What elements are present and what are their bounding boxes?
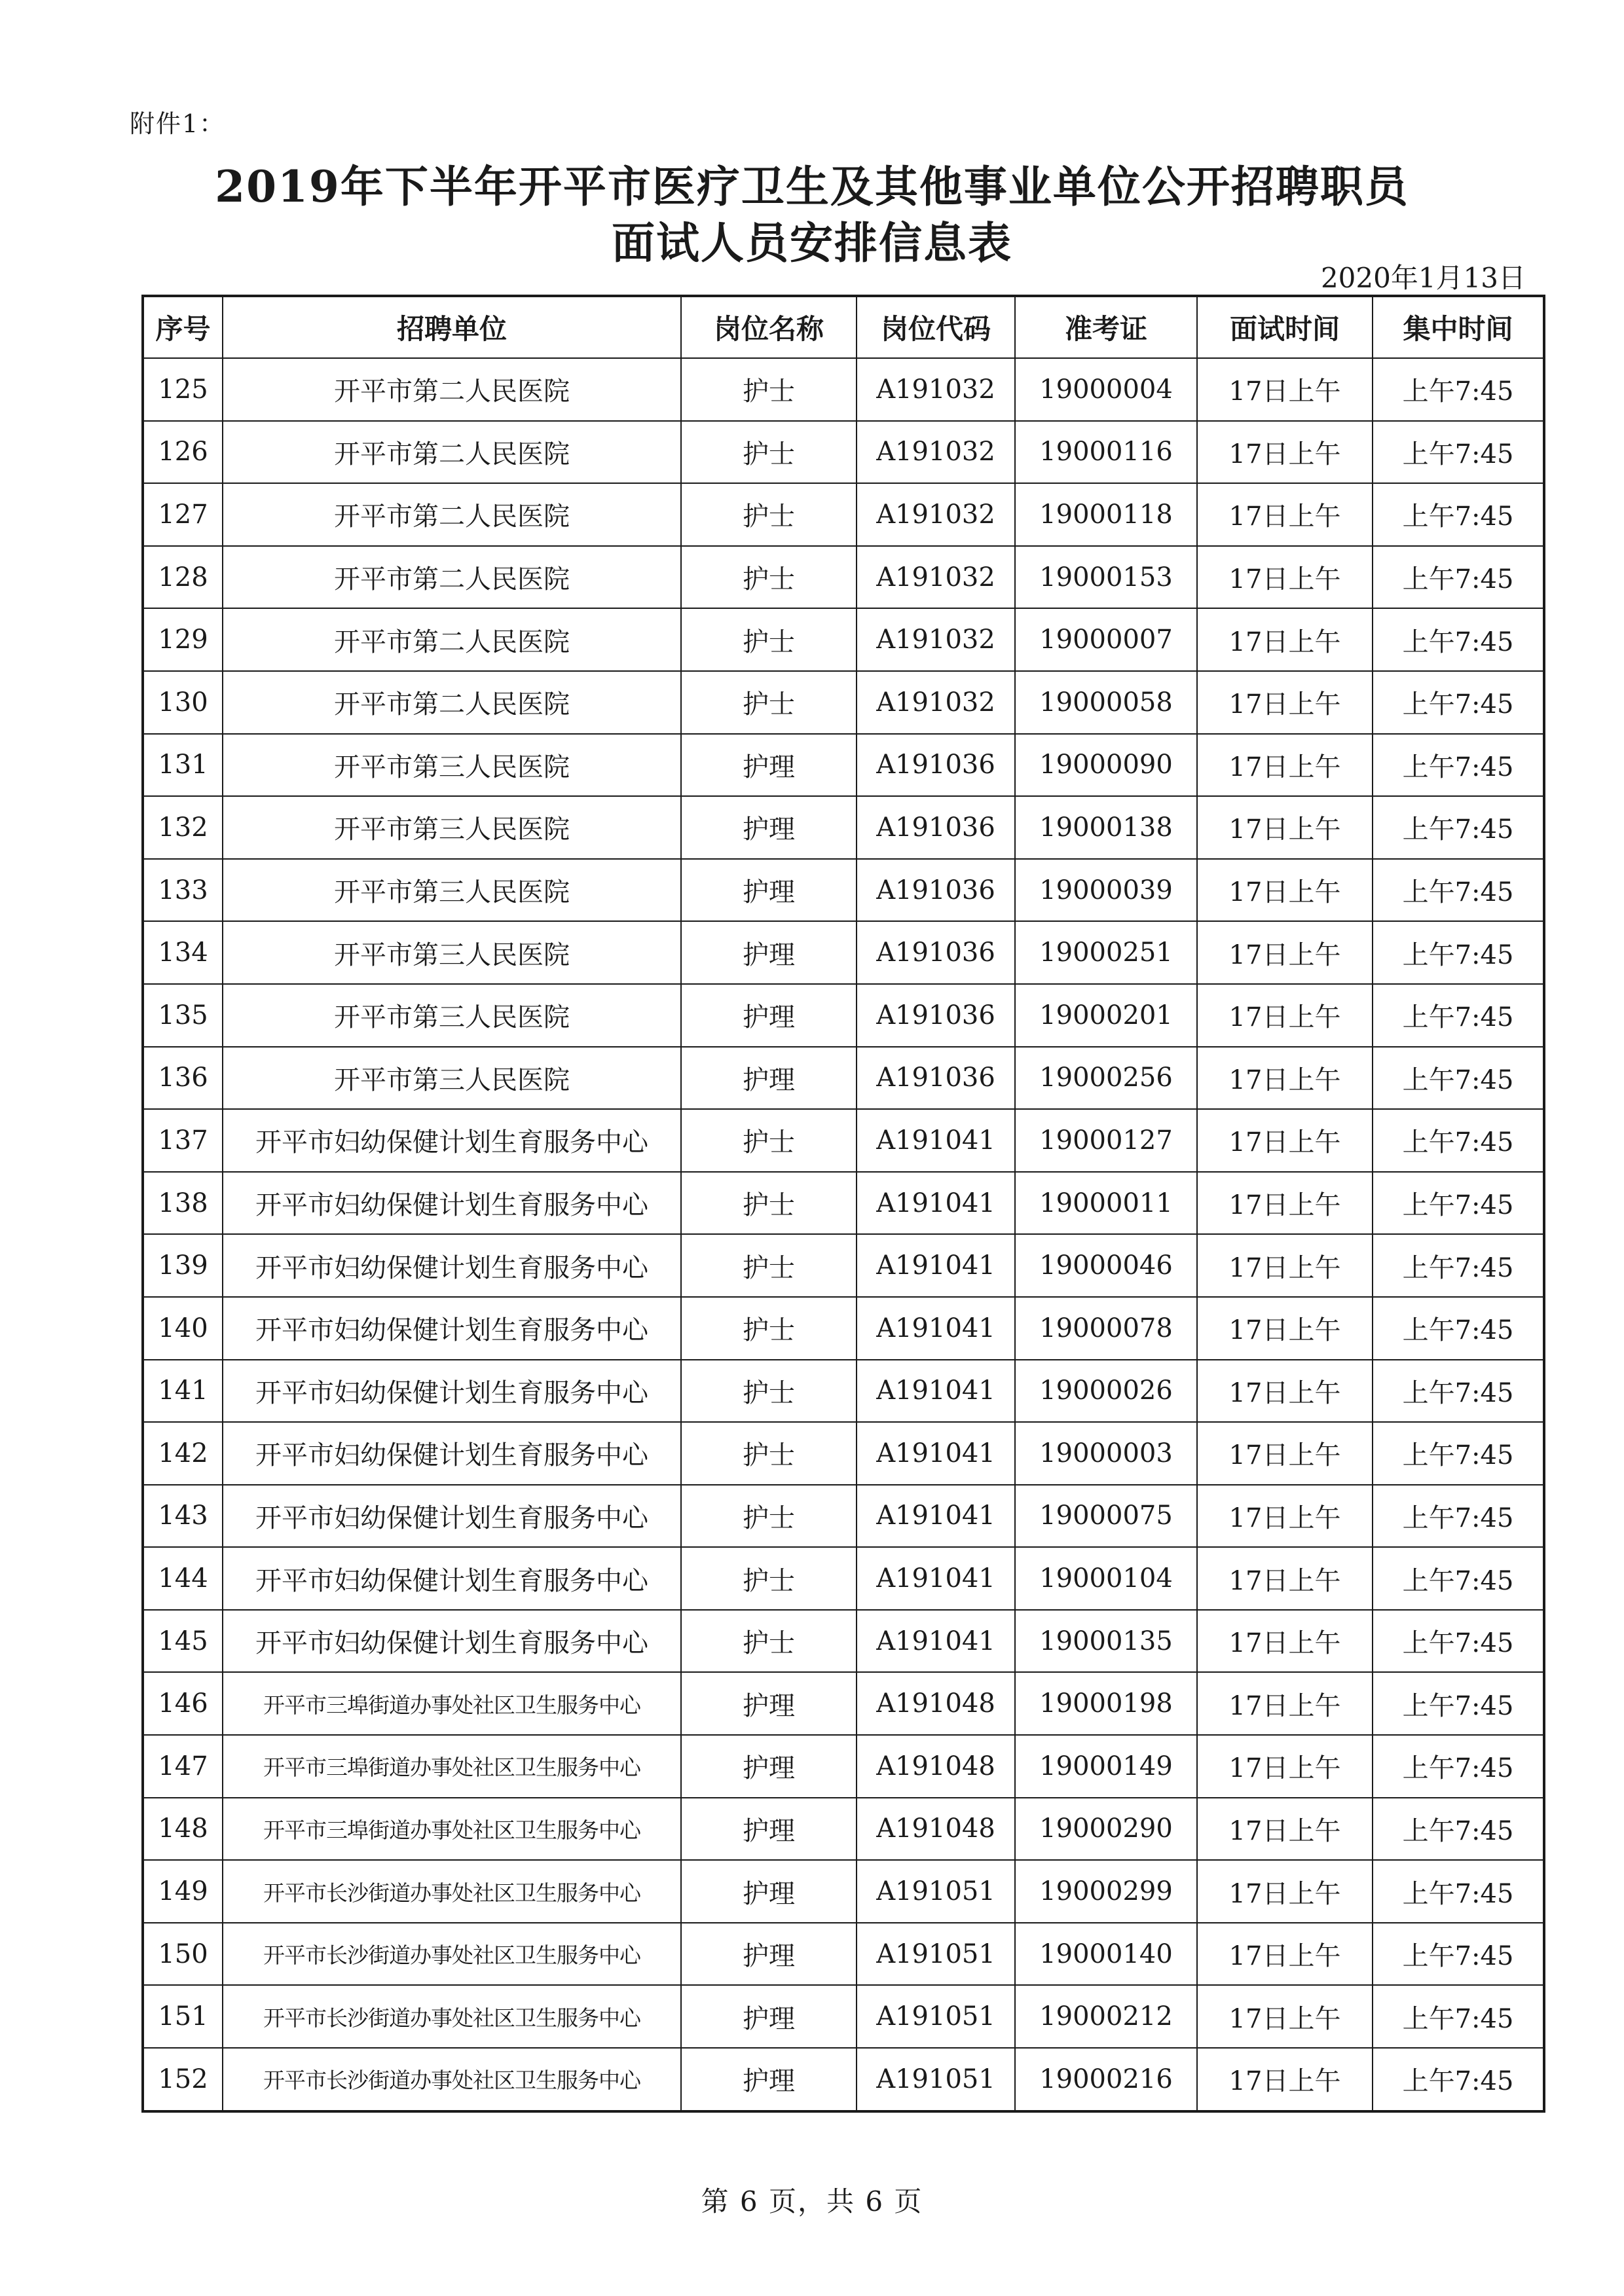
cell-unit: 开平市第三人民医院 — [223, 984, 681, 1047]
table-row — [143, 1485, 1544, 1548]
cell-interview-time: 17日上午 — [1197, 1672, 1373, 1735]
cell-gather-time: 上午7:45 — [1373, 1047, 1544, 1110]
cell-interview-time: 17日上午 — [1197, 859, 1373, 922]
table-body — [143, 358, 1544, 2111]
cell-index: 146 — [143, 1672, 223, 1735]
cell-interview-time: 17日上午 — [1197, 1485, 1373, 1548]
cell-gather-time: 上午7:45 — [1373, 1547, 1544, 1610]
cell-unit: 开平市妇幼保健计划生育服务中心 — [223, 1360, 681, 1423]
cell-position-name: 护士 — [681, 1547, 857, 1610]
cell-position-name: 护理 — [681, 2048, 857, 2111]
cell-unit: 开平市长沙街道办事处社区卫生服务中心 — [223, 1923, 681, 1986]
cell-index: 136 — [143, 1047, 223, 1110]
cell-unit: 开平市第三人民医院 — [223, 1047, 681, 1110]
table-row — [143, 1735, 1544, 1798]
cell-unit: 开平市妇幼保健计划生育服务中心 — [223, 1297, 681, 1360]
cell-unit: 开平市长沙街道办事处社区卫生服务中心 — [223, 1860, 681, 1923]
cell-index: 147 — [143, 1735, 223, 1798]
cell-index: 138 — [143, 1172, 223, 1235]
cell-ticket-number: 19000011 — [1015, 1172, 1197, 1235]
cell-position-name: 护理 — [681, 1672, 857, 1735]
table-row — [143, 734, 1544, 797]
table-row — [143, 1985, 1544, 2048]
table-row — [143, 1297, 1544, 1360]
table-row — [143, 1610, 1544, 1673]
table-header — [143, 296, 1544, 358]
cell-unit: 开平市妇幼保健计划生育服务中心 — [223, 1109, 681, 1172]
cell-gather-time: 上午7:45 — [1373, 1798, 1544, 1861]
cell-interview-time: 17日上午 — [1197, 1610, 1373, 1673]
cell-unit: 开平市长沙街道办事处社区卫生服务中心 — [223, 1985, 681, 2048]
cell-position-name: 护士 — [681, 421, 857, 484]
document-subtitle: 面试人员安排信息表 — [612, 217, 1012, 268]
table-row — [143, 608, 1544, 671]
cell-position-code: A191041 — [857, 1109, 1015, 1172]
cell-index: 148 — [143, 1798, 223, 1861]
cell-gather-time: 上午7:45 — [1373, 358, 1544, 421]
cell-index: 132 — [143, 796, 223, 859]
table-row — [143, 1923, 1544, 1986]
header-interview-time: 面试时间 — [1197, 296, 1373, 358]
cell-index: 126 — [143, 421, 223, 484]
table-row — [143, 1109, 1544, 1172]
cell-index: 149 — [143, 1860, 223, 1923]
cell-interview-time: 17日上午 — [1197, 1360, 1373, 1423]
cell-position-code: A191032 — [857, 421, 1015, 484]
cell-index: 127 — [143, 483, 223, 546]
table-row — [143, 1672, 1544, 1735]
cell-unit: 开平市第二人民医院 — [223, 358, 681, 421]
cell-interview-time: 17日上午 — [1197, 1798, 1373, 1861]
cell-position-code: A191051 — [857, 1923, 1015, 1986]
table-row — [143, 358, 1544, 421]
cell-position-code: A191048 — [857, 1672, 1015, 1735]
cell-unit: 开平市三埠街道办事处社区卫生服务中心 — [223, 1672, 681, 1735]
cell-unit: 开平市第二人民医院 — [223, 671, 681, 734]
cell-index: 141 — [143, 1360, 223, 1423]
cell-unit: 开平市妇幼保健计划生育服务中心 — [223, 1234, 681, 1297]
cell-index: 131 — [143, 734, 223, 797]
cell-position-code: A191041 — [857, 1234, 1015, 1297]
cell-position-name: 护理 — [681, 859, 857, 922]
cell-position-code: A191041 — [857, 1422, 1015, 1485]
cell-position-name: 护理 — [681, 921, 857, 984]
header-unit: 招聘单位 — [223, 296, 681, 358]
cell-gather-time: 上午7:45 — [1373, 1172, 1544, 1235]
table-row — [143, 1860, 1544, 1923]
table-row — [143, 1047, 1544, 1110]
cell-position-name: 护士 — [681, 483, 857, 546]
cell-ticket-number: 19000140 — [1015, 1923, 1197, 1986]
cell-ticket-number: 19000116 — [1015, 421, 1197, 484]
header-position-code: 岗位代码 — [857, 296, 1015, 358]
cell-unit: 开平市第二人民医院 — [223, 546, 681, 609]
cell-gather-time: 上午7:45 — [1373, 1234, 1544, 1297]
cell-position-code: A191041 — [857, 1297, 1015, 1360]
table-row — [143, 483, 1544, 546]
cell-ticket-number: 19000153 — [1015, 546, 1197, 609]
table-row — [143, 1234, 1544, 1297]
cell-interview-time: 17日上午 — [1197, 796, 1373, 859]
cell-interview-time: 17日上午 — [1197, 608, 1373, 671]
cell-unit: 开平市妇幼保健计划生育服务中心 — [223, 1422, 681, 1485]
cell-ticket-number: 19000198 — [1015, 1672, 1197, 1735]
cell-ticket-number: 19000039 — [1015, 859, 1197, 922]
cell-position-name: 护理 — [681, 796, 857, 859]
cell-position-code: A191032 — [857, 358, 1015, 421]
cell-ticket-number: 19000216 — [1015, 2048, 1197, 2111]
cell-interview-time: 17日上午 — [1197, 1422, 1373, 1485]
cell-interview-time: 17日上午 — [1197, 1234, 1373, 1297]
cell-position-name: 护士 — [681, 1297, 857, 1360]
cell-index: 151 — [143, 1985, 223, 2048]
cell-gather-time: 上午7:45 — [1373, 421, 1544, 484]
cell-unit: 开平市长沙街道办事处社区卫生服务中心 — [223, 2048, 681, 2111]
cell-position-code: A191036 — [857, 734, 1015, 797]
cell-position-code: A191032 — [857, 671, 1015, 734]
cell-position-name: 护理 — [681, 1860, 857, 1923]
page-footer: 第 6 页，共 6 页 — [701, 2185, 923, 2217]
cell-ticket-number: 19000127 — [1015, 1109, 1197, 1172]
cell-interview-time: 17日上午 — [1197, 1109, 1373, 1172]
table-row — [143, 2048, 1544, 2111]
cell-position-name: 护士 — [681, 608, 857, 671]
cell-position-name: 护士 — [681, 1422, 857, 1485]
cell-interview-time: 17日上午 — [1197, 2048, 1373, 2111]
cell-position-code: A191032 — [857, 483, 1015, 546]
cell-position-code: A191041 — [857, 1485, 1015, 1548]
cell-interview-time: 17日上午 — [1197, 483, 1373, 546]
cell-position-code: A191032 — [857, 546, 1015, 609]
cell-index: 150 — [143, 1923, 223, 1986]
cell-ticket-number: 19000201 — [1015, 984, 1197, 1047]
cell-index: 135 — [143, 984, 223, 1047]
cell-index: 125 — [143, 358, 223, 421]
cell-position-name: 护士 — [681, 1610, 857, 1673]
cell-position-code: A191036 — [857, 859, 1015, 922]
cell-ticket-number: 19000078 — [1015, 1297, 1197, 1360]
cell-position-code: A191048 — [857, 1798, 1015, 1861]
cell-index: 144 — [143, 1547, 223, 1610]
cell-gather-time: 上午7:45 — [1373, 859, 1544, 922]
cell-ticket-number: 19000090 — [1015, 734, 1197, 797]
cell-gather-time: 上午7:45 — [1373, 796, 1544, 859]
table-row — [143, 921, 1544, 984]
cell-gather-time: 上午7:45 — [1373, 608, 1544, 671]
cell-gather-time: 上午7:45 — [1373, 734, 1544, 797]
cell-gather-time: 上午7:45 — [1373, 1485, 1544, 1548]
cell-interview-time: 17日上午 — [1197, 546, 1373, 609]
cell-gather-time: 上午7:45 — [1373, 1923, 1544, 1986]
cell-interview-time: 17日上午 — [1197, 921, 1373, 984]
cell-index: 133 — [143, 859, 223, 922]
table-row — [143, 421, 1544, 484]
cell-ticket-number: 19000290 — [1015, 1798, 1197, 1861]
cell-index: 128 — [143, 546, 223, 609]
cell-ticket-number: 19000299 — [1015, 1860, 1197, 1923]
cell-unit: 开平市妇幼保健计划生育服务中心 — [223, 1485, 681, 1548]
cell-position-name: 护理 — [681, 984, 857, 1047]
cell-gather-time: 上午7:45 — [1373, 483, 1544, 546]
header-ticket-number: 准考证 — [1015, 296, 1197, 358]
cell-position-name: 护理 — [681, 734, 857, 797]
cell-interview-time: 17日上午 — [1197, 734, 1373, 797]
table-row — [143, 1798, 1544, 1861]
cell-ticket-number: 19000026 — [1015, 1360, 1197, 1423]
cell-position-name: 护士 — [681, 1485, 857, 1548]
header-gather-time: 集中时间 — [1373, 296, 1544, 358]
cell-index: 145 — [143, 1610, 223, 1673]
cell-position-name: 护士 — [681, 671, 857, 734]
cell-ticket-number: 19000212 — [1015, 1985, 1197, 2048]
cell-unit: 开平市妇幼保健计划生育服务中心 — [223, 1172, 681, 1235]
cell-gather-time: 上午7:45 — [1373, 1985, 1544, 2048]
cell-ticket-number: 19000075 — [1015, 1485, 1197, 1548]
cell-ticket-number: 19000251 — [1015, 921, 1197, 984]
cell-interview-time: 17日上午 — [1197, 671, 1373, 734]
cell-position-code: A191036 — [857, 1047, 1015, 1110]
cell-index: 130 — [143, 671, 223, 734]
header-index: 序号 — [143, 296, 223, 358]
cell-interview-time: 17日上午 — [1197, 421, 1373, 484]
cell-ticket-number: 19000004 — [1015, 358, 1197, 421]
cell-ticket-number: 19000118 — [1015, 483, 1197, 546]
cell-gather-time: 上午7:45 — [1373, 2048, 1544, 2111]
cell-position-code: A191051 — [857, 1985, 1015, 2048]
cell-position-code: A191051 — [857, 2048, 1015, 2111]
cell-gather-time: 上午7:45 — [1373, 546, 1544, 609]
cell-interview-time: 17日上午 — [1197, 1297, 1373, 1360]
cell-position-name: 护理 — [681, 1047, 857, 1110]
cell-interview-time: 17日上午 — [1197, 1860, 1373, 1923]
cell-gather-time: 上午7:45 — [1373, 1360, 1544, 1423]
cell-position-name: 护理 — [681, 1798, 857, 1861]
cell-gather-time: 上午7:45 — [1373, 1735, 1544, 1798]
cell-gather-time: 上午7:45 — [1373, 671, 1544, 734]
cell-position-name: 护理 — [681, 1985, 857, 2048]
table-row — [143, 1360, 1544, 1423]
cell-ticket-number: 19000149 — [1015, 1735, 1197, 1798]
table-row — [143, 859, 1544, 922]
cell-gather-time: 上午7:45 — [1373, 1610, 1544, 1673]
cell-position-code: A191041 — [857, 1172, 1015, 1235]
cell-interview-time: 17日上午 — [1197, 1547, 1373, 1610]
cell-unit: 开平市第三人民医院 — [223, 921, 681, 984]
cell-position-code: A191036 — [857, 796, 1015, 859]
cell-interview-time: 17日上午 — [1197, 358, 1373, 421]
cell-index: 152 — [143, 2048, 223, 2111]
cell-interview-time: 17日上午 — [1197, 1985, 1373, 2048]
cell-position-name: 护士 — [681, 1109, 857, 1172]
table-row — [143, 1172, 1544, 1235]
cell-interview-time: 17日上午 — [1197, 1172, 1373, 1235]
cell-position-code: A191032 — [857, 608, 1015, 671]
cell-index: 137 — [143, 1109, 223, 1172]
cell-unit: 开平市第三人民医院 — [223, 859, 681, 922]
cell-index: 129 — [143, 608, 223, 671]
table-row — [143, 671, 1544, 734]
cell-unit: 开平市第二人民医院 — [223, 608, 681, 671]
cell-unit: 开平市妇幼保健计划生育服务中心 — [223, 1547, 681, 1610]
header-row — [143, 296, 1544, 358]
schedule-table — [141, 295, 1545, 2113]
cell-ticket-number: 19000058 — [1015, 671, 1197, 734]
cell-gather-time: 上午7:45 — [1373, 921, 1544, 984]
cell-ticket-number: 19000138 — [1015, 796, 1197, 859]
cell-gather-time: 上午7:45 — [1373, 1109, 1544, 1172]
cell-position-name: 护士 — [681, 1234, 857, 1297]
cell-index: 139 — [143, 1234, 223, 1297]
cell-gather-time: 上午7:45 — [1373, 984, 1544, 1047]
cell-position-name: 护理 — [681, 1735, 857, 1798]
cell-unit: 开平市妇幼保健计划生育服务中心 — [223, 1610, 681, 1673]
cell-position-name: 护理 — [681, 1923, 857, 1986]
document-title: 2019年下半年开平市医疗卫生及其他事业单位公开招聘职员 — [215, 161, 1409, 212]
cell-gather-time: 上午7:45 — [1373, 1860, 1544, 1923]
document-date: 2020年1月13日 — [1320, 262, 1526, 294]
cell-position-code: A191036 — [857, 984, 1015, 1047]
cell-unit: 开平市第二人民医院 — [223, 483, 681, 546]
cell-position-code: A191051 — [857, 1860, 1015, 1923]
cell-position-name: 护士 — [681, 358, 857, 421]
cell-gather-time: 上午7:45 — [1373, 1672, 1544, 1735]
cell-interview-time: 17日上午 — [1197, 1047, 1373, 1110]
cell-position-name: 护士 — [681, 546, 857, 609]
table-row — [143, 796, 1544, 859]
cell-position-code: A191048 — [857, 1735, 1015, 1798]
table-row — [143, 984, 1544, 1047]
cell-interview-time: 17日上午 — [1197, 984, 1373, 1047]
cell-unit: 开平市三埠街道办事处社区卫生服务中心 — [223, 1798, 681, 1861]
cell-position-code: A191036 — [857, 921, 1015, 984]
cell-index: 142 — [143, 1422, 223, 1485]
cell-unit: 开平市第二人民医院 — [223, 421, 681, 484]
cell-ticket-number: 19000135 — [1015, 1610, 1197, 1673]
cell-interview-time: 17日上午 — [1197, 1735, 1373, 1798]
cell-position-code: A191041 — [857, 1610, 1015, 1673]
cell-position-code: A191041 — [857, 1547, 1015, 1610]
header-position-name: 岗位名称 — [681, 296, 857, 358]
table-row — [143, 546, 1544, 609]
cell-unit: 开平市第三人民医院 — [223, 734, 681, 797]
cell-gather-time: 上午7:45 — [1373, 1422, 1544, 1485]
cell-ticket-number: 19000003 — [1015, 1422, 1197, 1485]
cell-position-code: A191041 — [857, 1360, 1015, 1423]
cell-unit: 开平市第三人民医院 — [223, 796, 681, 859]
table-row — [143, 1547, 1544, 1610]
cell-ticket-number: 19000256 — [1015, 1047, 1197, 1110]
cell-index: 143 — [143, 1485, 223, 1548]
cell-ticket-number: 19000104 — [1015, 1547, 1197, 1610]
cell-ticket-number: 19000046 — [1015, 1234, 1197, 1297]
cell-gather-time: 上午7:45 — [1373, 1297, 1544, 1360]
cell-interview-time: 17日上午 — [1197, 1923, 1373, 1986]
cell-position-name: 护士 — [681, 1360, 857, 1423]
cell-unit: 开平市三埠街道办事处社区卫生服务中心 — [223, 1735, 681, 1798]
cell-index: 140 — [143, 1297, 223, 1360]
cell-ticket-number: 19000007 — [1015, 608, 1197, 671]
table-row — [143, 1422, 1544, 1485]
attachment-label: 附件1： — [130, 109, 226, 138]
cell-index: 134 — [143, 921, 223, 984]
cell-position-name: 护士 — [681, 1172, 857, 1235]
